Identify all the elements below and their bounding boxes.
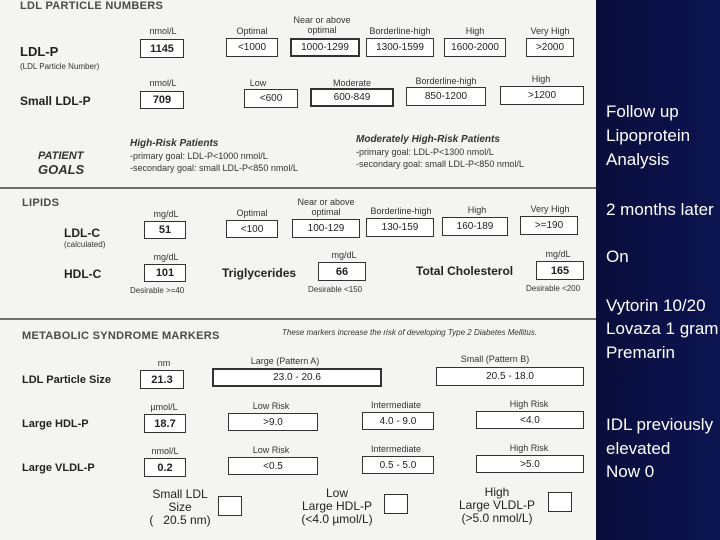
small-ldl-size-checkbox[interactable] (218, 496, 242, 516)
triglycerides-value: 66 (318, 262, 366, 281)
moderate-risk-secondary-goal: -secondary goal: small LDL-P<850 nmol/L (356, 159, 524, 169)
small-ldlp-value: 709 (140, 91, 184, 109)
section-divider (0, 318, 596, 320)
notes-sidebar (596, 0, 720, 540)
sidebar-line: Now 0 (606, 462, 655, 481)
marker-line: (>5.0 nmol/L) (461, 511, 533, 525)
range-box: <100 (226, 220, 278, 238)
marker-line: Low (325, 486, 348, 500)
unit-label: mg/dL (331, 250, 357, 260)
range-box: 23.0 - 20.6 (212, 368, 382, 387)
total-cholesterol-note: Desirable <200 (526, 284, 581, 293)
low-large-hdlp-marker (290, 487, 384, 526)
range-box: 1300-1599 (366, 38, 434, 57)
triglycerides-note: Desirable <150 (308, 285, 363, 294)
range-box: 4.0 - 9.0 (362, 412, 434, 430)
ldlc-sublabel: (calculated) (64, 240, 106, 249)
ldl-particle-size-label: LDL Particle Size (22, 374, 112, 386)
large-vldlp-value: 0.2 (144, 458, 186, 477)
range-header: Near or above optimal (293, 15, 351, 35)
range-header: Very High (530, 204, 570, 214)
unit-label: mg/dL (545, 249, 571, 259)
sidebar-line: Lipoprotein (606, 126, 691, 145)
range-box: <1000 (226, 38, 278, 57)
range-box: 100-129 (292, 219, 360, 238)
ldlp-label: LDL-P (20, 44, 59, 59)
sidebar-line: elevated (606, 439, 671, 458)
high-large-vldlp-checkbox[interactable] (548, 492, 572, 512)
unit-label: mg/dL (153, 252, 179, 262)
marker-line: Large HDL-P (301, 499, 373, 513)
marker-line: High (484, 485, 510, 499)
ldlp-value: 1145 (140, 39, 184, 58)
high-large-vldlp-marker (450, 486, 544, 525)
section-title-ldl-particle-numbers: LDL PARTICLE NUMBERS (20, 0, 164, 12)
marker-line: Large VLDL-P (458, 498, 536, 512)
ldlc-label: LDL-C (64, 226, 100, 240)
range-header: Low Risk (252, 401, 290, 411)
moderate-risk-heading: Moderately High-Risk Patients (356, 134, 500, 145)
range-header: Small (Pattern B) (460, 354, 530, 364)
range-box: 850-1200 (406, 87, 486, 106)
ldlc-value: 51 (144, 221, 186, 239)
high-risk-heading: High-Risk Patients (130, 138, 219, 149)
small-ldl-size-marker (140, 488, 220, 527)
patient-goals-title-line2: GOALS (38, 162, 85, 177)
range-box: <4.0 (476, 411, 584, 429)
sidebar-line: 2 months later (606, 200, 714, 219)
range-header: Moderate (332, 78, 372, 88)
marker-line: (<4.0 µmol/L) (301, 512, 373, 526)
moderate-risk-primary-goal: -primary goal: LDL-P<1300 nmol/L (356, 147, 494, 157)
range-box: <600 (244, 89, 298, 108)
marker-line: Small LDL (152, 487, 208, 501)
sidebar-line: IDL previously (606, 415, 714, 434)
range-header: Near or above optimal (297, 197, 355, 217)
range-header: High (531, 74, 551, 84)
range-box: 130-159 (366, 218, 434, 237)
range-header: Borderline-high (415, 76, 477, 86)
ldlp-sublabel: (LDL Particle Number) (20, 62, 100, 71)
low-large-hdlp-checkbox[interactable] (384, 494, 408, 514)
sidebar-line: Analysis (606, 150, 670, 169)
sidebar-line: Premarin (606, 343, 675, 362)
large-vldlp-label: Large VLDL-P (22, 462, 95, 474)
range-header: Low Risk (252, 445, 290, 455)
section-divider (0, 187, 596, 189)
sidebar-line: Vytorin 10/20 (606, 296, 706, 315)
range-box: 600-849 (310, 88, 394, 107)
range-box: >2000 (526, 38, 574, 57)
total-cholesterol-label: Total Cholesterol (416, 264, 514, 278)
range-box: 0.5 - 5.0 (362, 456, 434, 474)
range-box: >5.0 (476, 455, 584, 473)
total-cholesterol-value: 165 (536, 261, 584, 280)
metabolic-note: These markers increase the risk of developing Type 2 Diabetes Mellitus. (282, 328, 538, 337)
range-box: 160-189 (442, 217, 508, 236)
marker-line: ( 20.5 nm) (149, 513, 211, 527)
unit-label: mg/dL (153, 209, 179, 219)
unit-label: nmol/L (149, 26, 177, 36)
range-header: Optimal (236, 26, 268, 36)
range-header: Optimal (236, 208, 268, 218)
range-box: 1600-2000 (444, 38, 506, 57)
range-box: 1000-1299 (290, 38, 360, 57)
range-box: >1200 (500, 86, 584, 105)
range-header: High (467, 205, 487, 215)
high-risk-primary-goal: -primary goal: LDL-P<1000 nmol/L (130, 151, 268, 161)
range-header: Borderline-high (369, 26, 431, 36)
range-header: Very High (530, 26, 570, 36)
sidebar-line: On (606, 247, 629, 266)
sidebar-line: Follow up (606, 102, 679, 121)
range-header: Intermediate (370, 400, 422, 410)
triglycerides-label: Triglycerides (222, 266, 297, 280)
range-header: Intermediate (370, 444, 422, 454)
unit-label: nmol/L (151, 446, 179, 456)
sidebar-line: Lovaza 1 gram (606, 319, 719, 338)
marker-line: Size (168, 500, 192, 514)
unit-label: µmol/L (150, 402, 178, 412)
hdlc-value: 101 (144, 264, 186, 282)
small-ldlp-label: Small LDL-P (20, 94, 91, 108)
section-title-lipids: LIPIDS (22, 197, 60, 209)
hdlc-label: HDL-C (64, 267, 102, 281)
range-header: Borderline-high (370, 206, 432, 216)
section-title-metabolic-markers: METABOLIC SYNDROME MARKERS (22, 330, 220, 342)
ldl-particle-size-value: 21.3 (140, 370, 184, 389)
range-header: High Risk (509, 399, 549, 409)
high-risk-secondary-goal: -secondary goal: small LDL-P<850 nmol/L (130, 163, 298, 173)
range-header: Low (249, 78, 267, 88)
patient-goals-title (38, 150, 84, 176)
range-box: 20.5 - 18.0 (436, 367, 584, 386)
range-box: >=190 (520, 216, 578, 235)
unit-label: nmol/L (149, 78, 177, 88)
range-header: Large (Pattern A) (250, 356, 320, 366)
hdlc-note: Desirable >=40 (130, 286, 185, 295)
unit-label: nm (157, 358, 171, 368)
large-hdlp-value: 18.7 (144, 414, 186, 433)
range-box: <0.5 (228, 457, 318, 475)
range-header: High Risk (509, 443, 549, 453)
range-box: >9.0 (228, 413, 318, 431)
range-header: High (465, 26, 485, 36)
large-hdlp-label: Large HDL-P (22, 418, 89, 430)
patient-goals-title-line1: PATIENT (38, 150, 84, 162)
